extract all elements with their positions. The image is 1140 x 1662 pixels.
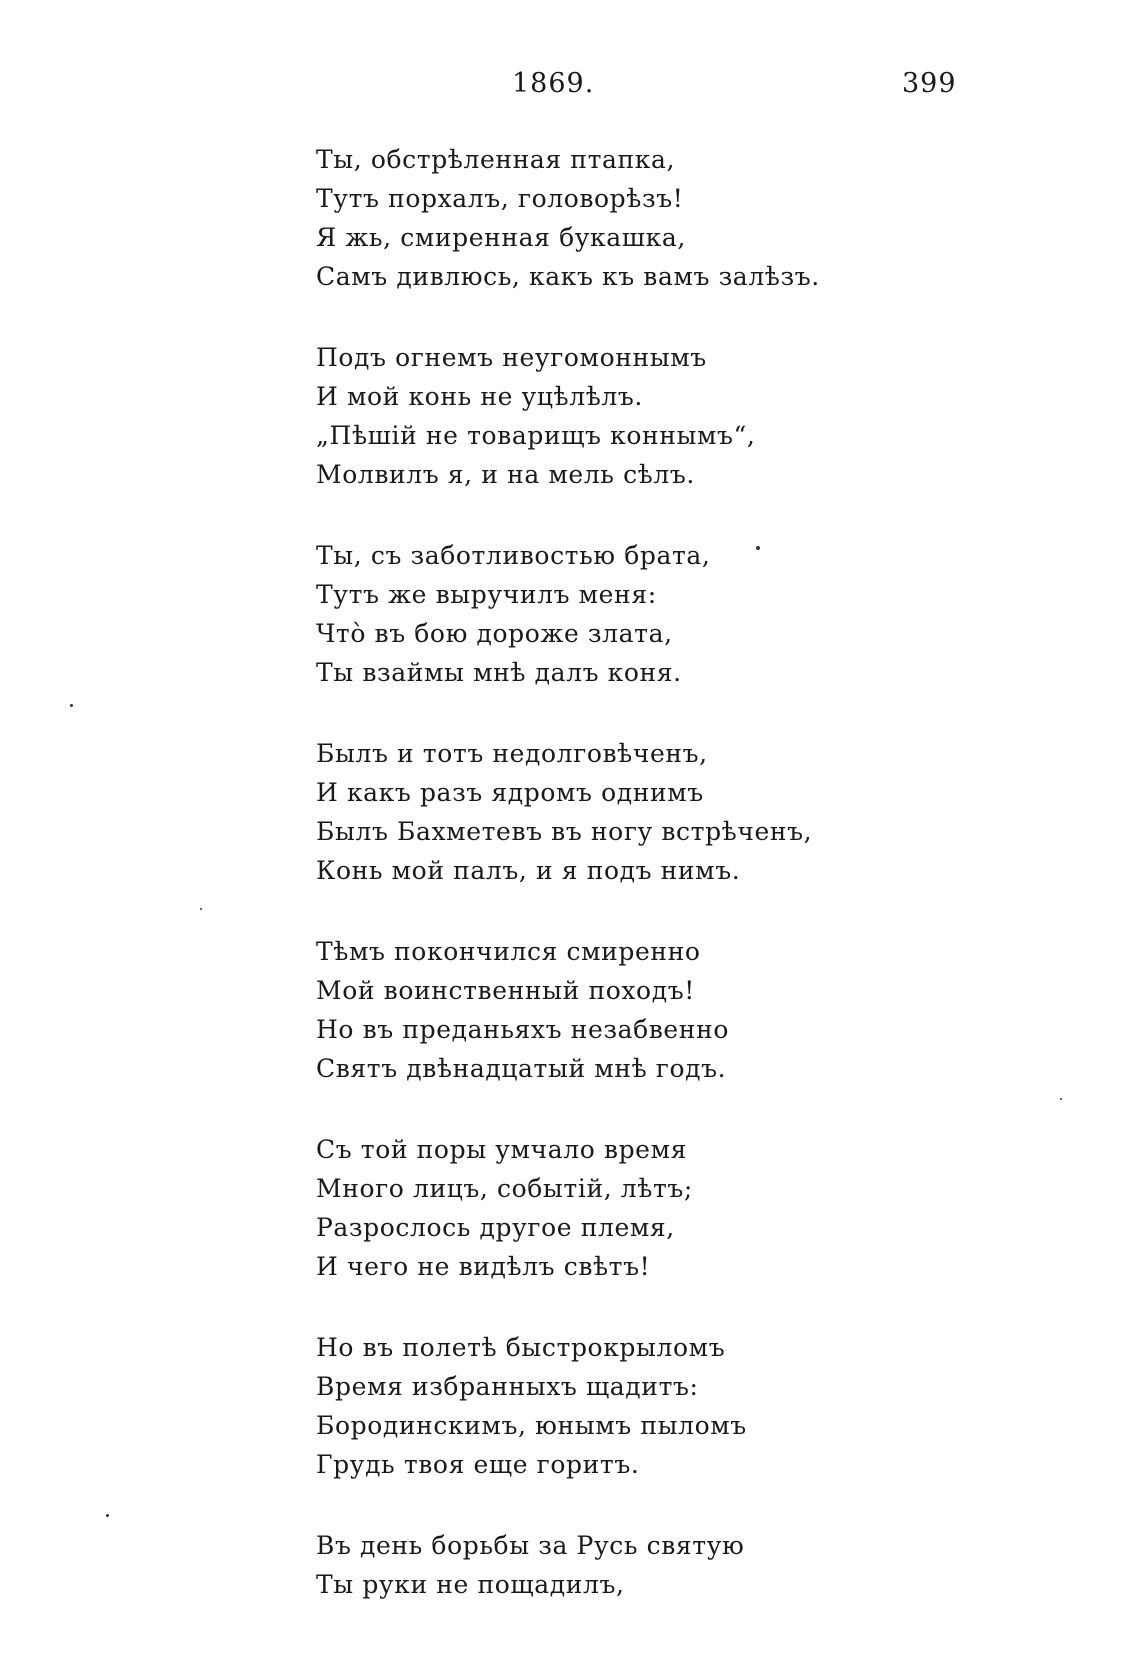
poem-line: Подъ огнемъ неугомоннымъ [316, 343, 707, 372]
poem-line: Бородинскимъ, юнымъ пыломъ [316, 1411, 747, 1440]
poem-line: Разрослось другое племя, [316, 1213, 675, 1242]
stanza [316, 338, 1076, 494]
poem-line: Грудь твоя еще горитъ. [316, 1450, 640, 1479]
running-header-year: 1869. [512, 68, 595, 99]
stanza [316, 932, 1076, 1088]
stanza [316, 1328, 1076, 1484]
poem-line: И какъ разъ ядромъ однимъ [316, 778, 704, 807]
poem-line: Молвилъ я, и на мель сѣлъ. [316, 460, 695, 489]
poem-line: Что̀ въ бою дороже злата, [316, 619, 673, 648]
poem-line: И чего не видѣлъ свѣтъ! [316, 1252, 651, 1281]
poem-body [316, 140, 1076, 1646]
page-number: 399 [902, 68, 957, 99]
poem-line: Тѣмъ покончился смиренно [316, 937, 701, 966]
poem-line: Но въ преданьяхъ незабвенно [316, 1015, 729, 1044]
poem-line: Тутъ же выручилъ меня: [316, 580, 657, 609]
poem-line: Былъ и тотъ недолговѣченъ, [316, 739, 708, 768]
print-speck [106, 1514, 109, 1517]
poem-line: Я жь, смиренная букашка, [316, 223, 686, 252]
poem-line: Ты руки не пощадилъ, [316, 1570, 625, 1599]
stanza [316, 1130, 1076, 1286]
poem-line: И мой конь не уцѣлѣлъ. [316, 382, 643, 411]
stanza [316, 140, 1076, 296]
poem-line: „Пѣшій не товарищъ коннымъ“, [316, 421, 756, 450]
poem-line: Ты, обстрѣленная птапка, [316, 145, 676, 174]
poem-line: Святъ двѣнадцатый мнѣ годъ. [316, 1054, 727, 1083]
print-speck [1060, 1098, 1062, 1100]
poem-line: Ты взаймы мнѣ далъ коня. [316, 658, 682, 687]
poem-line: Время избранныхъ щадитъ: [316, 1372, 699, 1401]
poem-line: Въ день борьбы за Русь святую [316, 1531, 745, 1560]
poem-line: Съ той поры умчало время [316, 1135, 687, 1164]
poem-line: Самъ дивлюсь, какъ къ вамъ залѣзъ. [316, 262, 820, 291]
print-speck [200, 908, 202, 910]
poem-line: Былъ Бахметевъ въ ногу встрѣченъ, [316, 817, 813, 846]
poem-line: Мой воинственный походъ! [316, 976, 695, 1005]
stanza [316, 734, 1076, 890]
poem-line: Но въ полетѣ быстрокрыломъ [316, 1333, 726, 1362]
poem-line: Ты, съ заботливостью брата, [316, 541, 711, 570]
poem-line: Конь мой палъ, и я подъ нимъ. [316, 856, 741, 885]
print-speck [70, 704, 73, 707]
stanza [316, 1526, 1076, 1604]
stanza [316, 536, 1076, 692]
poem-line: Много лицъ, событій, лѣтъ; [316, 1174, 693, 1203]
poem-line: Тутъ порхалъ, головорѣзъ! [316, 184, 684, 213]
print-speck [756, 546, 760, 550]
